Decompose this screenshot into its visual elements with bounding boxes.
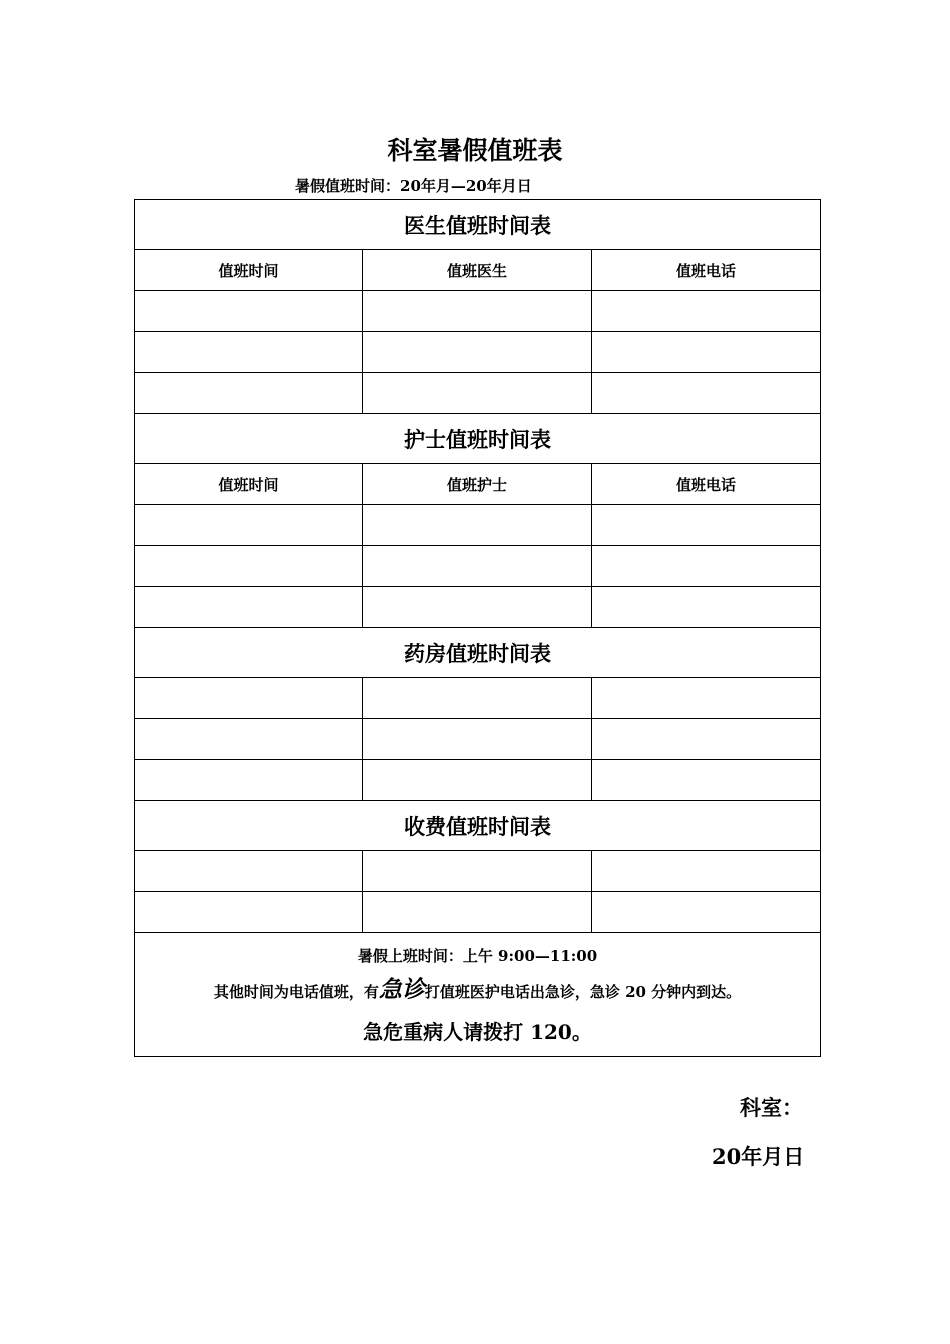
phone-duty-text-after: 打值班医护电话出急诊，急诊 20 分钟内到达。 — [424, 982, 742, 1001]
table-row — [135, 546, 821, 587]
doctor-time-cell[interactable] — [135, 291, 363, 332]
page-title: 科室暑假值班表 — [387, 136, 563, 165]
pharmacy-cell[interactable] — [135, 760, 363, 801]
pharmacy-section-title: 药房值班时间表 — [135, 628, 821, 678]
notes-cell — [135, 933, 821, 1057]
billing-cell[interactable] — [135, 851, 363, 892]
doctor-time-cell[interactable] — [135, 373, 363, 414]
pharmacy-cell[interactable] — [592, 719, 821, 760]
nurse-section-title: 护士值班时间表 — [135, 414, 821, 464]
billing-cell[interactable] — [592, 892, 821, 933]
pharmacy-cell[interactable] — [363, 719, 592, 760]
billing-section-title: 收费值班时间表 — [135, 801, 821, 851]
nurse-phone-cell[interactable] — [592, 505, 821, 546]
doctor-name-cell[interactable] — [363, 373, 592, 414]
working-hours-note: 暑假上班时间：上午 9:00—11:00 — [357, 946, 598, 965]
nurse-header-nurse: 值班护士 — [363, 464, 592, 505]
nurse-time-cell[interactable] — [135, 587, 363, 628]
department-signature: 科室： — [740, 1095, 803, 1120]
doctor-time-cell[interactable] — [135, 332, 363, 373]
doctor-header-time: 值班时间 — [135, 250, 363, 291]
pharmacy-cell[interactable] — [363, 760, 592, 801]
table-row — [135, 332, 821, 373]
nurse-header-time: 值班时间 — [135, 464, 363, 505]
nurse-header-phone: 值班电话 — [592, 464, 821, 505]
doctor-phone-cell[interactable] — [592, 332, 821, 373]
table-row — [135, 678, 821, 719]
phone-duty-note — [135, 973, 820, 1009]
table-row — [135, 587, 821, 628]
doctor-header-doctor: 值班医生 — [363, 250, 592, 291]
nurse-name-cell[interactable] — [363, 505, 592, 546]
nurse-name-cell[interactable] — [363, 587, 592, 628]
nurse-phone-cell[interactable] — [592, 546, 821, 587]
table-row — [135, 505, 821, 546]
phone-duty-text-before: 其他时间为电话值班，有 — [213, 982, 379, 1001]
emergency-call-note: 急危重病人请拨打 120。 — [363, 1019, 592, 1044]
duty-roster-table — [134, 199, 821, 1057]
doctor-header-phone: 值班电话 — [592, 250, 821, 291]
nurse-phone-cell[interactable] — [592, 587, 821, 628]
nurse-time-cell[interactable] — [135, 505, 363, 546]
pharmacy-cell[interactable] — [592, 678, 821, 719]
table-row — [135, 851, 821, 892]
table-row — [135, 760, 821, 801]
doctor-section-title: 医生值班时间表 — [135, 200, 821, 250]
billing-cell[interactable] — [363, 892, 592, 933]
doctor-phone-cell[interactable] — [592, 291, 821, 332]
nurse-name-cell[interactable] — [363, 546, 592, 587]
pharmacy-cell[interactable] — [363, 678, 592, 719]
pharmacy-cell[interactable] — [592, 760, 821, 801]
billing-cell[interactable] — [363, 851, 592, 892]
billing-cell[interactable] — [592, 851, 821, 892]
pharmacy-cell[interactable] — [135, 719, 363, 760]
doctor-phone-cell[interactable] — [592, 373, 821, 414]
doctor-name-cell[interactable] — [363, 291, 592, 332]
table-row — [135, 892, 821, 933]
table-row — [135, 373, 821, 414]
doctor-name-cell[interactable] — [363, 332, 592, 373]
signature-date: 20年月日 — [712, 1144, 805, 1169]
table-row — [135, 719, 821, 760]
billing-cell[interactable] — [135, 892, 363, 933]
emergency-emphasis: 急诊 — [378, 975, 425, 1003]
duty-period: 暑假值班时间：20年月—20年月日 — [295, 177, 532, 195]
pharmacy-cell[interactable] — [135, 678, 363, 719]
table-row — [135, 291, 821, 332]
nurse-time-cell[interactable] — [135, 546, 363, 587]
